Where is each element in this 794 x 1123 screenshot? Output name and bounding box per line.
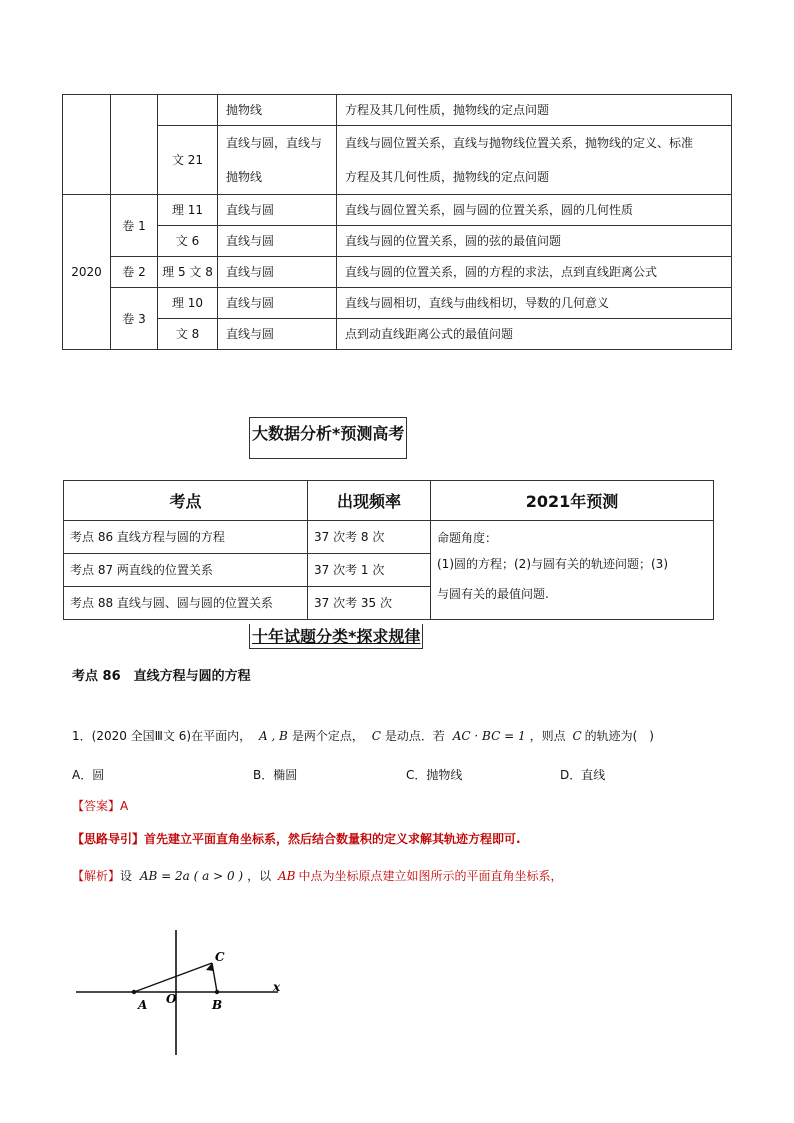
kaodian-cell: 考点 88 直线与圆、圆与圆的位置关系 xyxy=(64,587,308,620)
table-header-row xyxy=(64,481,714,521)
volume-cell: 卷 2 xyxy=(111,257,158,288)
math-c: C xyxy=(371,729,381,743)
table-row xyxy=(63,257,732,288)
content-cell: 直线与圆位置关系，直线与抛物线位置关系，抛物线的定义、标准 xyxy=(337,126,732,161)
coordinate-figure xyxy=(70,925,290,1060)
table-row xyxy=(63,288,732,319)
frequency-cell: 37 次考 35 次 xyxy=(308,587,431,620)
frequency-cell: 37 次考 8 次 xyxy=(308,521,431,554)
label-a: A xyxy=(138,998,148,1012)
label-o: O xyxy=(166,992,177,1006)
frequency-cell: 37 次考 1 次 xyxy=(308,554,431,587)
prediction-line: 与圆有关的最值问题. xyxy=(437,587,549,601)
math-ab: AB xyxy=(277,869,296,883)
kaodian-heading: 考点 86 直线方程与圆的方程 xyxy=(72,669,251,684)
item-cell: 理 11 xyxy=(158,195,218,226)
topic-cell: 直线与圆 xyxy=(218,195,337,226)
question-text: 是两个定点， xyxy=(291,729,364,743)
year-cell: 2020 xyxy=(63,195,111,350)
kaodian-cell: 考点 87 两直线的位置关系 xyxy=(64,554,308,587)
item-cell: 文 8 xyxy=(158,319,218,350)
prediction-line: 命题角度： xyxy=(437,531,498,545)
hint xyxy=(72,830,521,847)
topic-cell: 抛物线 xyxy=(218,95,337,126)
table-row xyxy=(64,521,714,554)
question-stem xyxy=(72,727,654,744)
content-cell: 直线与圆的位置关系，圆的弦的最值问题 xyxy=(337,226,732,257)
table-row xyxy=(63,226,732,257)
option-c[interactable]: C．抛物线 xyxy=(406,768,463,782)
topic-cell: 直线与圆 xyxy=(218,288,337,319)
item-cell: 文 6 xyxy=(158,226,218,257)
hint-label: 【思路导引】 xyxy=(72,832,145,846)
kaodian-cell: 考点 86 直线方程与圆的方程 xyxy=(64,521,308,554)
table-row xyxy=(63,195,732,226)
topic-cell: 直线与圆 xyxy=(218,319,337,350)
option-b[interactable]: B．椭圆 xyxy=(253,768,298,782)
exam-history-table xyxy=(62,94,732,350)
math-c: C xyxy=(572,729,582,743)
item-cell: 理 5 文 8 xyxy=(158,257,218,288)
label-b: B xyxy=(212,998,223,1012)
question-text: 是动点．若 xyxy=(384,729,445,743)
table-row xyxy=(63,126,732,161)
topic-cell: 抛物线 xyxy=(218,160,337,195)
answer-label: 【答案】 xyxy=(72,799,121,813)
question-text: ，则点 xyxy=(529,729,566,743)
option-a[interactable]: A．圆 xyxy=(72,768,105,782)
item-cell: 理 10 xyxy=(158,288,218,319)
prediction-line: (1)圆的方程；(2)与圆有关的轨迹问题；(3) xyxy=(437,557,668,571)
segment-ac xyxy=(134,963,212,992)
answer-value: A xyxy=(120,799,129,813)
section-title-big-data: 大数据分析*预测高考 xyxy=(249,417,407,459)
item-cell: 文 21 xyxy=(158,126,218,195)
point-a xyxy=(132,990,136,994)
content-cell: 点到动直线距离公式的最值问题 xyxy=(337,319,732,350)
hint-text: 首先建立平面直角坐标系，然后结合数量积的定义求解其轨迹方程即可. xyxy=(144,832,521,846)
table-row xyxy=(63,95,732,126)
volume-cell: 卷 3 xyxy=(111,288,158,350)
header-prediction: 2021年预测 xyxy=(431,481,714,521)
analysis-text: ，以 xyxy=(247,869,272,883)
option-d[interactable]: D．直线 xyxy=(560,768,606,782)
label-c: C xyxy=(215,950,225,964)
question-text: 在平面内， xyxy=(191,729,252,743)
answer xyxy=(72,797,128,814)
section-title-ten-years: 十年试题分类*探求规律 xyxy=(249,624,423,649)
prediction-cell xyxy=(431,521,714,620)
header-frequency: 出现频率 xyxy=(308,481,431,521)
content-cell: 直线与圆的位置关系，圆的方程的求法，点到直线距离公式 xyxy=(337,257,732,288)
question-text: 的轨迹为( ) xyxy=(584,729,654,743)
frequency-table xyxy=(63,480,714,620)
table-row xyxy=(63,319,732,350)
analysis-text: 中点为坐标原点建立如图所示的平面直角坐标系， xyxy=(298,869,563,883)
question-number: 1． xyxy=(72,729,92,743)
analysis xyxy=(72,867,562,884)
math-expression: AC · BC = 1 xyxy=(452,729,526,743)
math-ab: A , B xyxy=(258,729,288,743)
header-kaodian: 考点 xyxy=(64,481,308,521)
analysis-text: 设 xyxy=(120,869,133,883)
topic-cell: 直线与圆 xyxy=(218,257,337,288)
content-cell: 直线与圆相切，直线与曲线相切，导数的几何意义 xyxy=(337,288,732,319)
content-cell: 方程及其几何性质，抛物线的定点问题 xyxy=(337,160,732,195)
content-cell: 直线与圆位置关系，圆与圆的位置关系，圆的几何性质 xyxy=(337,195,732,226)
analysis-label: 【解析】 xyxy=(72,869,121,883)
point-b xyxy=(215,990,219,994)
topic-cell: 直线与圆 xyxy=(218,226,337,257)
content-cell: 方程及其几何性质，抛物线的定点问题 xyxy=(337,95,732,126)
topic-cell: 直线与圆，直线与 xyxy=(218,126,337,161)
question-source: (2020 全国Ⅲ文 6) xyxy=(91,729,192,743)
label-x: x xyxy=(273,980,281,994)
volume-cell: 卷 1 xyxy=(111,195,158,257)
math-expression: AB = 2a ( a > 0 ) xyxy=(139,869,244,883)
